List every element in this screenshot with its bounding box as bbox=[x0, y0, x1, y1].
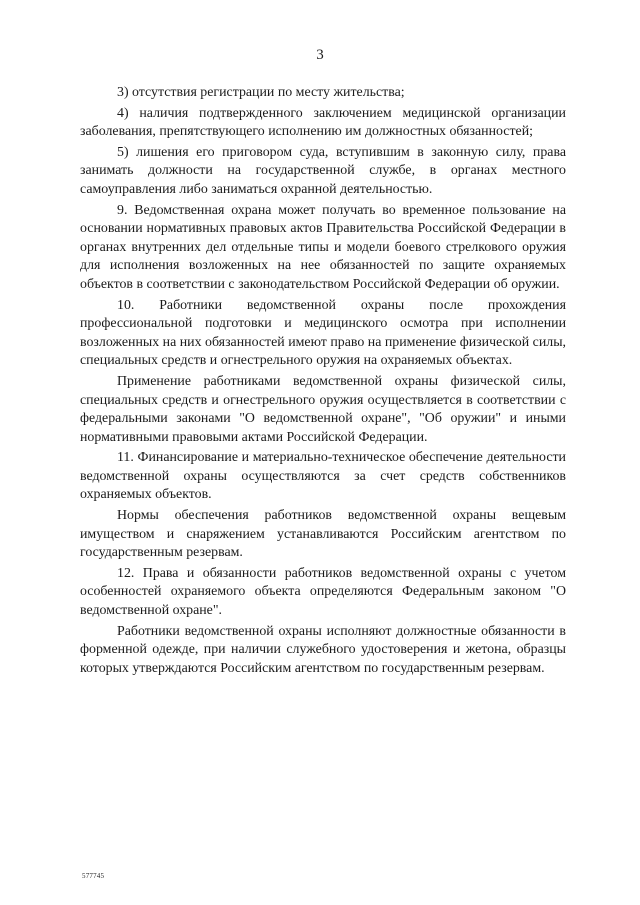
paragraph-section-12-uniform: Работники ведомственной охраны исполняют должностные обязанности в форменной одежде, при наличии служебного удостоверения и жетона, образцы которых утверждаются Российским агентством по государственным резервам. bbox=[80, 623, 566, 676]
page-number: 3 bbox=[316, 47, 324, 63]
paragraph-section-9: 9. Ведомственная охрана может получать во временное пользование на основании нормативных правовых актов Правительства Российской Федерации в органах внутренних дел отдельные типы и модели боевого стрелкового оружия для исполнения возложенных на нее обязанностей по защите охраняемых объектов в соответствии с законодательством Российской Федерации об оружии. bbox=[80, 202, 566, 292]
document-body bbox=[80, 84, 566, 680]
paragraph-clause-3: 3) отсутствия регистрации по месту жительства; bbox=[117, 85, 405, 100]
paragraph-section-12: 12. Права и обязанности работников ведомственной охраны с учетом особенностей охраняемого объекта определяются Федеральным законом "О ведомственной охране". bbox=[80, 565, 566, 619]
paragraph-clause-4: 4) наличия подтвержденного заключением медицинской организации заболевания, препятствующего исполнению им должностных обязанностей; bbox=[80, 105, 566, 140]
paragraph-section-10: 10. Работники ведомственной охраны после прохождения профессиональной подготовки и медицинского осмотра при исполнении возложенных на них обязанностей имеют право на применение физической силы, специальных средств и огнестрельного оружия на охраняемых объектах. bbox=[80, 297, 566, 369]
paragraph-section-11-norms: Нормы обеспечения работников ведомственной охраны вещевым имуществом и снаряжением устанавливаются Российским агентством по государственным резервам. bbox=[80, 508, 566, 561]
paragraph-section-10-application: Применение работниками ведомственной охраны физической силы, специальных средств и огнестрельного оружия осуществляется в соответствии с федеральными законами "О ведомственной охране", "Об оружии" и иными нормативными правовыми актами Российской Федерации. bbox=[80, 373, 566, 445]
paragraph-section-11: 11. Финансирование и материально-техническое обеспечение деятельности ведомственной охраны осуществляются за счет средств собственников охраняемых объектов. bbox=[80, 450, 566, 503]
paragraph-clause-5: 5) лишения его приговором суда, вступившим в законную силу, права занимать должности на государственной службе, в органах местного самоуправления либо заниматься охранной деятельностью. bbox=[80, 144, 566, 197]
footer-document-code: 577745 bbox=[82, 872, 105, 880]
